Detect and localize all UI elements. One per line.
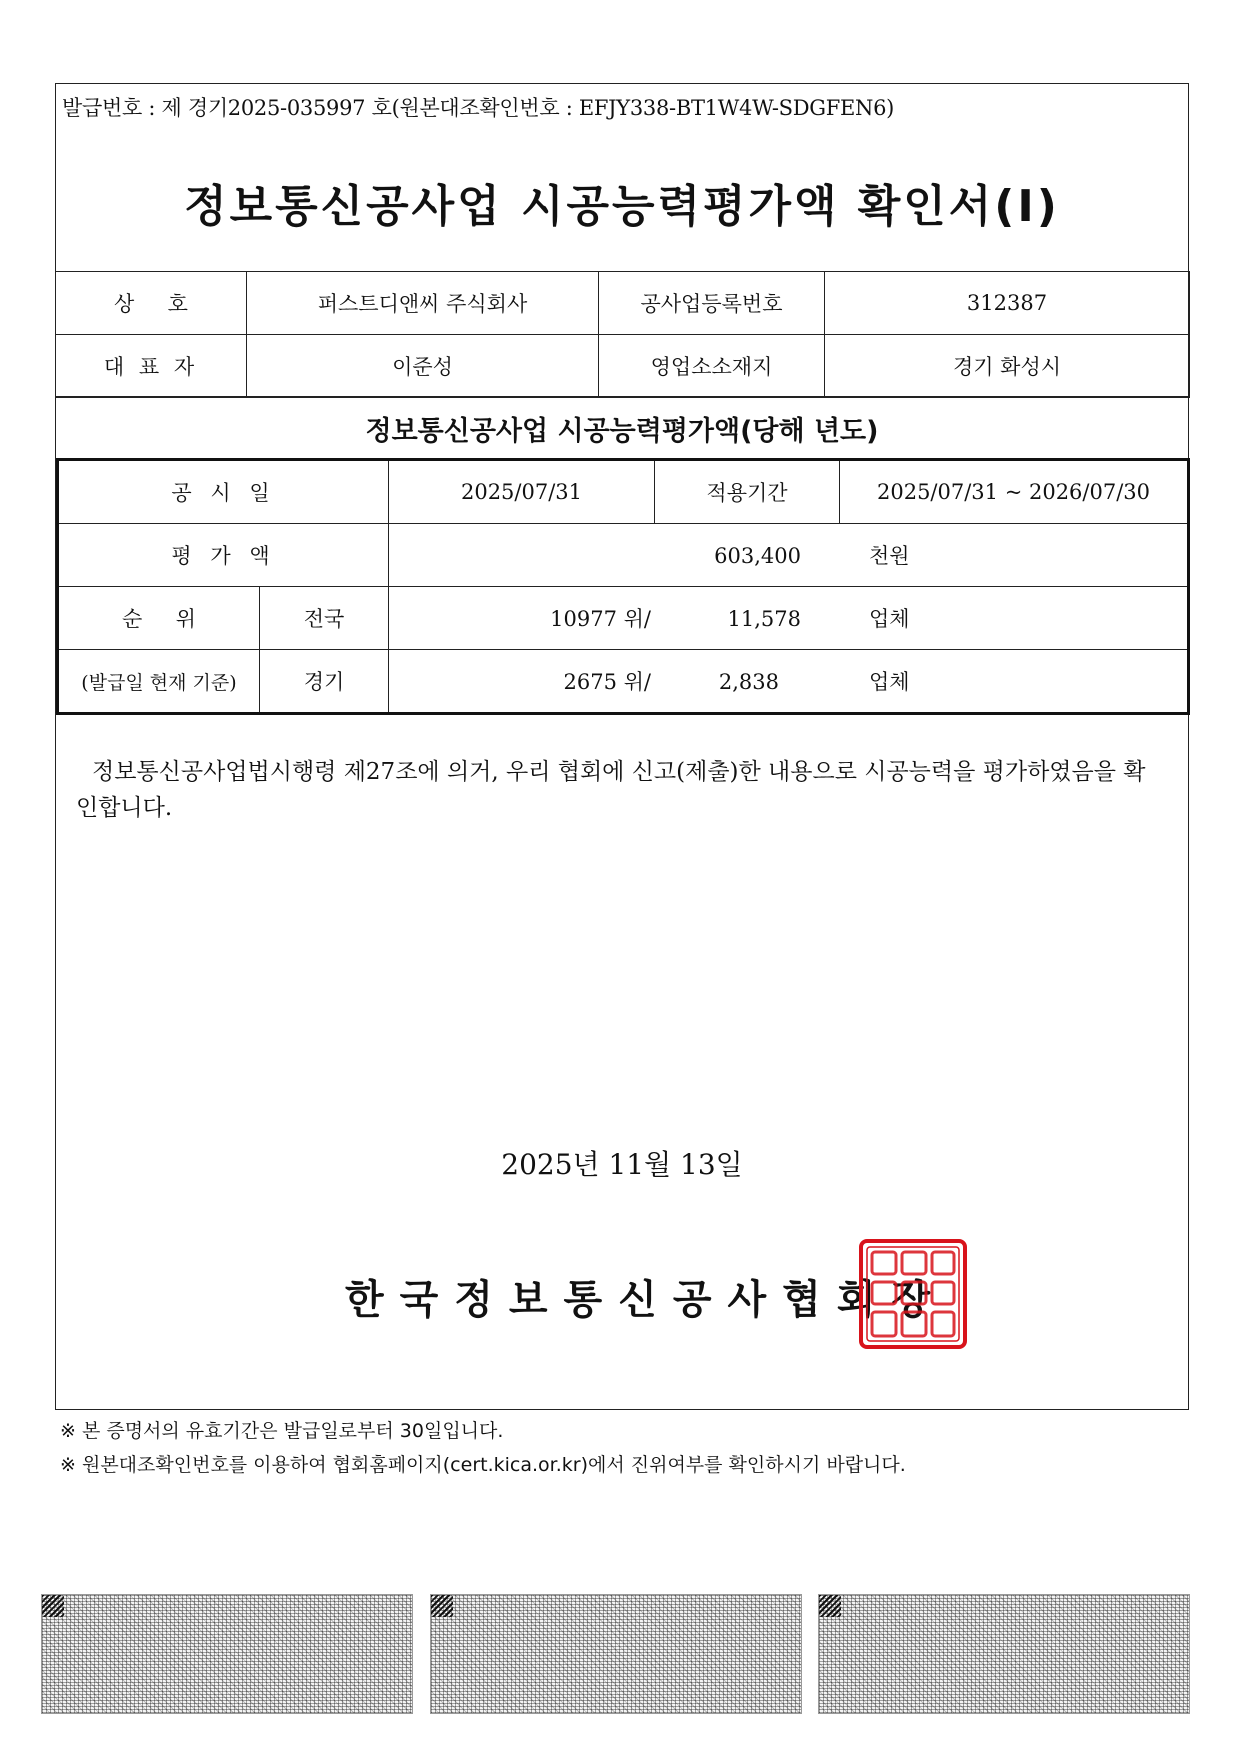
regional-unit: 업체 — [869, 670, 910, 694]
amount-value: 603,400 — [714, 544, 801, 568]
period-label: 적용기간 — [655, 460, 840, 524]
security-barcode — [430, 1594, 802, 1714]
amount-label: 평 가 액 — [58, 524, 389, 587]
regional-rank-cell — [389, 650, 1189, 714]
announce-date: 2025/07/31 — [389, 460, 655, 524]
representative-name: 이준성 — [247, 335, 599, 398]
regional-total: 2,838 — [718, 670, 779, 694]
issue-number: 발급번호 : 제 경기2025-035997 호(원본대조확인번호 : EFJY338-BT1W4W-SDGFEN6) — [62, 96, 895, 120]
applicable-period: 2025/07/31 ~ 2026/07/30 — [840, 460, 1189, 524]
company-info-table — [55, 271, 1190, 398]
document-title: 정보통신공사업 시공능력평가액 확인서(Ⅰ) — [184, 181, 1060, 232]
company-name-label: 상 호 — [56, 272, 247, 335]
company-name: 퍼스트디앤씨 주식회사 — [247, 272, 599, 335]
amount-unit: 천원 — [869, 544, 910, 568]
issue-date: 2025년 11월 13일 — [501, 1148, 743, 1181]
location-value: 경기 화성시 — [825, 335, 1190, 398]
amount-cell — [389, 524, 1189, 587]
confirmation-text: 정보통신공사업법시행령 제27조에 의거, 우리 협회에 신고(제출)한 내용으로 시공능력을 평가하였음을 확인합니다. — [76, 759, 1146, 821]
issuer-name: 한국정보통신공사협회장 — [345, 1277, 947, 1323]
evaluation-table — [56, 458, 1190, 715]
representative-label: 대 표 자 — [56, 335, 247, 398]
announce-date-label: 공 시 일 — [58, 460, 389, 524]
registration-number: 312387 — [825, 272, 1190, 335]
note-validity: ※ 본 증명서의 유효기간은 발급일로부터 30일입니다. — [60, 1420, 504, 1442]
section-title-table — [55, 396, 1189, 460]
notes — [60, 1414, 906, 1482]
regional-rank: 2675 위/ — [563, 670, 651, 694]
rank-label: 순 위 — [58, 587, 260, 650]
regional-label: 경기 — [260, 650, 389, 714]
national-total: 11,578 — [727, 607, 801, 631]
location-label: 영업소소재지 — [599, 335, 825, 398]
security-barcode — [41, 1594, 413, 1714]
national-label: 전국 — [260, 587, 389, 650]
national-rank: 10977 위/ — [550, 607, 651, 631]
national-unit: 업체 — [869, 607, 910, 631]
national-rank-cell — [389, 587, 1189, 650]
registration-label: 공사업등록번호 — [599, 272, 825, 335]
note-verification: ※ 원본대조확인번호를 이용하여 협회홈페이지(cert.kica.or.kr)에서 진위여부를 확인하시기 바랍니다. — [60, 1454, 906, 1476]
security-barcode — [818, 1594, 1190, 1714]
rank-basis: (발급일 현재 기준) — [58, 650, 260, 714]
official-seal — [858, 1238, 968, 1350]
section-title: 정보통신공사업 시공능력평가액(당해 년도) — [56, 397, 1189, 460]
